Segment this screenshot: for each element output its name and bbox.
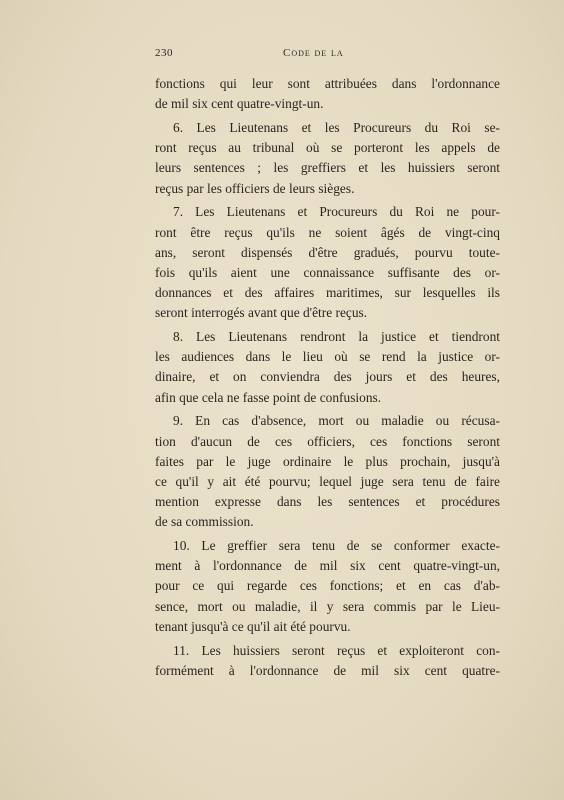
text-line: mention expresse dans les sentences et procédures xyxy=(155,494,500,510)
text-line: sence, mort ou maladie, il y sera commis par le Lieu- xyxy=(155,598,500,614)
paragraph xyxy=(155,327,500,408)
text-line: reçus par les officiers de leurs sièges. xyxy=(155,180,355,196)
page-number: 230 xyxy=(155,47,173,59)
text-line: 9. En cas d'absence, mort ou maladie ou récusa- xyxy=(173,413,500,429)
running-title: Code de la xyxy=(283,47,344,59)
text-line: de sa commission. xyxy=(155,514,254,530)
text-line: ront reçus au tribunal où se porteront les appels de xyxy=(155,140,500,156)
text-line: 7. Les Lieutenans et Procureurs du Roi ne pour- xyxy=(173,204,500,220)
text-line: afin que cela ne fasse point de confusions. xyxy=(155,389,382,405)
text-line: ront être reçus qu'ils ne soient âgés de vingt-cinq xyxy=(155,224,500,240)
text-line: 8. Les Lieutenans rendront la justice et tiendront xyxy=(173,329,500,345)
text-line: tion d'aucun de ces officiers, ces fonctions seront xyxy=(155,433,500,449)
text-line: seront interrogés avant que d'être reçus. xyxy=(155,305,368,321)
text-line: 11. Les huissiers seront reçus et exploiteront con- xyxy=(173,642,500,658)
text-line: ce qu'il y ait été pourvu; lequel juge sera tenu de faire xyxy=(155,473,500,489)
paragraph xyxy=(155,536,500,637)
text-line: donnances et des affaires maritimes, sur lesquelles ils xyxy=(155,285,500,301)
text-line: formément à l'ordonnance de mil six cent quatre- xyxy=(155,662,500,678)
page-header xyxy=(155,47,415,65)
text-line: 10. Le greffier sera tenu de se conformer exacte- xyxy=(173,538,500,554)
text-line: 6. Les Lieutenans et les Procureurs du Roi se- xyxy=(173,119,500,135)
text-line: dinaire, et on conviendra des jours et des heures, xyxy=(155,369,500,385)
text-line: de mil six cent quatre-vingt-un. xyxy=(155,96,324,112)
text-line: ans, seront dispensés d'être gradués, pourvu toute- xyxy=(155,244,500,260)
text-line: fonctions qui leur sont attribuées dans l'ordonnance xyxy=(155,76,500,91)
text-line: faites par le juge ordinaire le plus prochain, jusqu'à xyxy=(155,453,500,469)
paragraph xyxy=(155,118,500,199)
paragraph xyxy=(155,74,500,114)
text-line: fois qu'ils aient une connaissance suffisante des or- xyxy=(155,264,500,280)
paragraph xyxy=(155,202,500,323)
text-line: tenant jusqu'à ce qu'il ait été pourvu. xyxy=(155,618,351,634)
text-line: pour ce qui regarde ces fonctions; et en cas d'ab- xyxy=(155,578,500,594)
paragraph xyxy=(155,411,500,532)
text-line: les audiences dans le lieu où se rend la justice or- xyxy=(155,349,500,365)
text-line: leurs sentences ; les greffiers et les huissiers seront xyxy=(155,160,500,176)
body-text xyxy=(155,74,500,685)
text-line: ment à l'ordonnance de mil six cent quatre-vingt-un, xyxy=(155,558,500,574)
paragraph xyxy=(155,641,500,681)
